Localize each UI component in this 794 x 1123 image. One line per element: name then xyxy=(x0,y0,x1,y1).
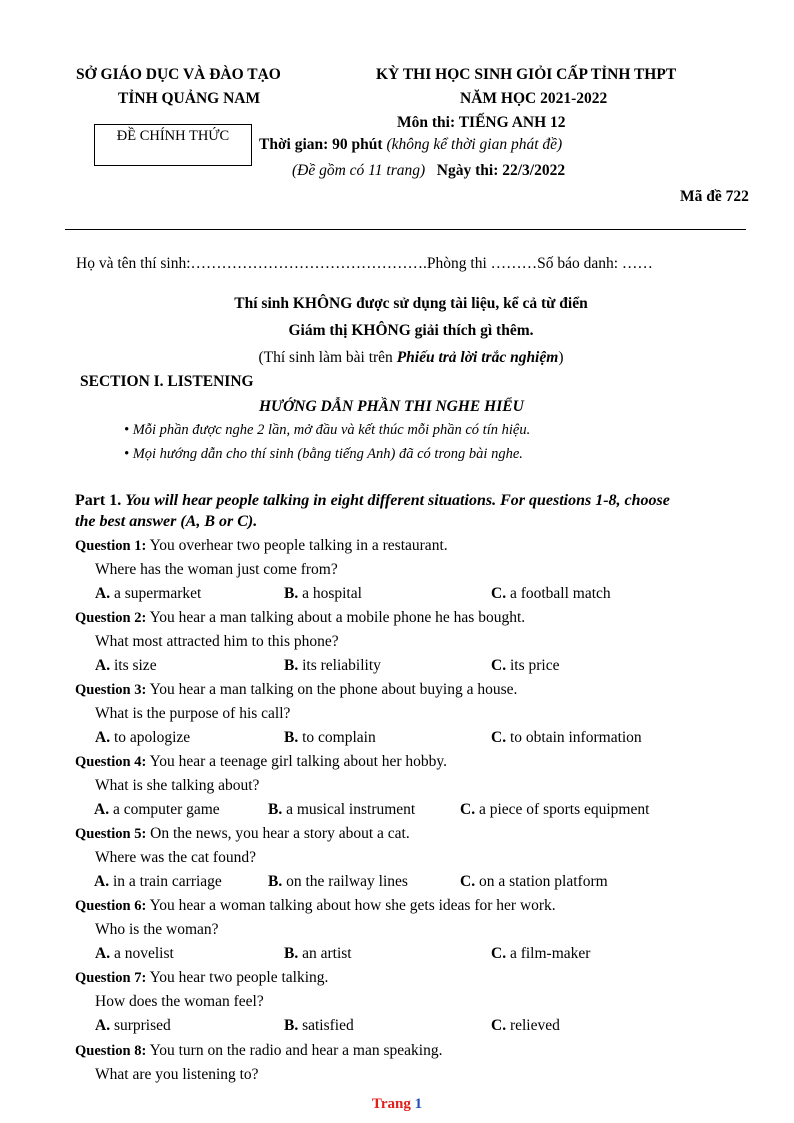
answer-option[interactable] xyxy=(268,801,415,819)
rule-no-explanation: Giám thị KHÔNG giải thích gì thêm. xyxy=(288,322,534,339)
official-exam-box xyxy=(94,124,252,166)
answer-option[interactable] xyxy=(460,801,649,819)
option-key: A. xyxy=(95,729,111,746)
exam-duration-note: (không kể thời gian phát đề) xyxy=(386,136,563,153)
question-context xyxy=(75,537,448,555)
question-context xyxy=(75,609,525,627)
option-text: a football match xyxy=(509,585,611,602)
option-key: C. xyxy=(491,585,507,602)
part-label: Part 1. xyxy=(75,492,122,509)
question-context xyxy=(75,681,517,699)
answer-option[interactable] xyxy=(95,945,174,963)
answer-option[interactable] xyxy=(491,657,559,675)
rule-answer-sheet-prefix: (Thí sinh làm bài trên xyxy=(258,349,397,366)
rule-answer-sheet-suffix: ) xyxy=(558,349,564,366)
page-footer xyxy=(0,1096,794,1113)
guide-bullet: • Mỗi phần được nghe 2 lần, mở đầu và kết thúc mỗi phần có tín hiệu. xyxy=(124,422,531,438)
option-key: A. xyxy=(94,801,110,818)
question-context-text: You hear a man talking about a mobile phone he has bought. xyxy=(149,609,526,626)
answer-option[interactable] xyxy=(284,657,381,675)
option-key: A. xyxy=(94,873,110,890)
province-name: TỈNH QUẢNG NAM xyxy=(118,90,261,107)
option-key: C. xyxy=(491,657,507,674)
question-prompt: Where was the cat found? xyxy=(95,849,256,866)
option-key: B. xyxy=(268,801,283,818)
question-context xyxy=(75,825,410,843)
option-text: its size xyxy=(113,657,157,674)
guide-bullet: • Mọi hướng dẫn cho thí sinh (bằng tiếng Anh) đã có trong bài nghe. xyxy=(124,446,523,462)
header-divider xyxy=(65,229,746,230)
option-key: A. xyxy=(95,945,111,962)
school-year: NĂM HỌC 2021-2022 xyxy=(460,90,608,107)
question-context-text: On the news, you hear a story about a cat. xyxy=(150,825,410,842)
rule-answer-sheet xyxy=(0,349,794,367)
answer-option[interactable] xyxy=(491,945,590,963)
page-label: Trang xyxy=(371,1096,411,1112)
question-prompt: Who is the woman? xyxy=(95,921,219,938)
option-text: in a train carriage xyxy=(112,873,222,890)
question-context xyxy=(75,753,447,771)
question-prompt: Where has the woman just come from? xyxy=(95,561,338,578)
option-text: a novelist xyxy=(113,945,174,962)
question-label: Question 5: xyxy=(75,826,147,842)
answer-option[interactable] xyxy=(460,873,608,891)
option-text: on a station platform xyxy=(478,873,608,890)
answer-option[interactable] xyxy=(491,1017,560,1035)
official-exam-label: ĐỀ CHÍNH THỨC xyxy=(116,128,230,144)
exam-date: Ngày thi: 22/3/2022 xyxy=(436,162,566,179)
exam-meta xyxy=(292,162,565,180)
option-text: to complain xyxy=(302,729,376,746)
question-context xyxy=(75,969,328,987)
question-label: Question 1: xyxy=(75,538,147,554)
answer-option[interactable] xyxy=(95,585,201,603)
listening-guide-title: HƯỚNG DẪN PHẦN THI NGHE HIỂU xyxy=(259,398,524,415)
question-context-text: You overhear two people talking in a restaurant. xyxy=(149,537,448,554)
answer-option[interactable] xyxy=(95,1017,171,1035)
question-prompt: What is the purpose of his call? xyxy=(95,705,291,722)
option-text: a hospital xyxy=(302,585,362,602)
option-key: B. xyxy=(284,729,299,746)
answer-option[interactable] xyxy=(284,585,362,603)
part1-instruction xyxy=(75,492,670,510)
option-key: C. xyxy=(491,1017,507,1034)
question-label: Question 2: xyxy=(75,610,147,626)
question-prompt: How does the woman feel? xyxy=(95,993,264,1010)
question-context-text: You hear a woman talking about how she gets ideas for her work. xyxy=(149,897,556,914)
answer-option[interactable] xyxy=(491,729,642,747)
option-text: a computer game xyxy=(112,801,220,818)
exam-subject: Môn thi: TIẾNG ANH 12 xyxy=(397,114,566,131)
option-key: B. xyxy=(284,657,299,674)
answer-sheet-name: Phiếu trả lời trắc nghiệm xyxy=(396,349,559,366)
answer-option[interactable] xyxy=(95,657,157,675)
answer-option[interactable] xyxy=(491,585,611,603)
option-text: a musical instrument xyxy=(286,801,416,818)
option-key: A. xyxy=(95,585,111,602)
question-context-text: You hear two people talking. xyxy=(149,969,329,986)
question-label: Question 6: xyxy=(75,898,147,914)
option-text: its reliability xyxy=(302,657,381,674)
part-instruction-line1: You will hear people talking in eight different situations. For questions 1-8, choose xyxy=(125,492,670,509)
answer-option[interactable] xyxy=(94,873,222,891)
question-label: Question 4: xyxy=(75,754,147,770)
department-name: SỞ GIÁO DỤC VÀ ĐÀO TẠO xyxy=(76,66,281,83)
option-key: C. xyxy=(491,729,507,746)
option-key: B. xyxy=(284,1017,299,1034)
exam-code: Mã đề 722 xyxy=(680,188,749,205)
option-key: C. xyxy=(491,945,507,962)
question-context xyxy=(75,1042,442,1060)
option-key: A. xyxy=(95,1017,111,1034)
answer-option[interactable] xyxy=(268,873,408,891)
part-instruction-line2: the best answer (A, B or C). xyxy=(75,513,258,530)
question-context-text: You turn on the radio and hear a man speaking. xyxy=(149,1042,443,1059)
exam-duration-label: Thời gian: 90 phút xyxy=(259,136,383,153)
option-text: a film-maker xyxy=(509,945,591,962)
answer-option[interactable] xyxy=(284,945,352,963)
answer-option[interactable] xyxy=(95,729,190,747)
question-prompt: What is she talking about? xyxy=(95,777,260,794)
option-text: surprised xyxy=(113,1017,171,1034)
question-label: Question 7: xyxy=(75,970,147,986)
question-prompt: What are you listening to? xyxy=(95,1066,259,1083)
exam-title: KỲ THI HỌC SINH GIỎI CẤP TỈNH THPT xyxy=(376,66,677,83)
option-key: C. xyxy=(460,801,476,818)
option-text: to apologize xyxy=(113,729,191,746)
option-text: a supermarket xyxy=(113,585,202,602)
page-count-note: (Đề gồm có 11 trang) xyxy=(292,162,426,179)
option-text: an artist xyxy=(302,945,352,962)
option-key: A. xyxy=(95,657,111,674)
option-text: a piece of sports equipment xyxy=(478,801,650,818)
question-label: Question 8: xyxy=(75,1043,147,1059)
answer-option[interactable] xyxy=(284,1017,354,1035)
section-title: SECTION I. LISTENING xyxy=(80,373,254,390)
option-text: on the railway lines xyxy=(286,873,408,890)
option-key: B. xyxy=(284,945,299,962)
answer-option[interactable] xyxy=(94,801,220,819)
option-text: to obtain information xyxy=(509,729,642,746)
question-context-text: You hear a man talking on the phone about buying a house. xyxy=(149,681,518,698)
question-prompt: What most attracted him to this phone? xyxy=(95,633,339,650)
option-text: satisfied xyxy=(302,1017,354,1034)
question-context-text: You hear a teenage girl talking about her hobby. xyxy=(149,753,448,770)
exam-duration xyxy=(259,136,562,154)
question-label: Question 3: xyxy=(75,682,147,698)
answer-option[interactable] xyxy=(284,729,376,747)
option-key: B. xyxy=(268,873,283,890)
rule-no-materials: Thí sinh KHÔNG được sử dụng tài liệu, kể cả từ điển xyxy=(234,295,588,312)
option-key: B. xyxy=(284,585,299,602)
page-number: 1 xyxy=(414,1096,423,1112)
candidate-info-line: Họ và tên thí sinh:……………………………………….Phòng thi ………Số báo danh: …… xyxy=(76,255,653,272)
question-context xyxy=(75,897,556,915)
option-key: C. xyxy=(460,873,476,890)
option-text: relieved xyxy=(509,1017,560,1034)
option-text: its price xyxy=(509,657,560,674)
